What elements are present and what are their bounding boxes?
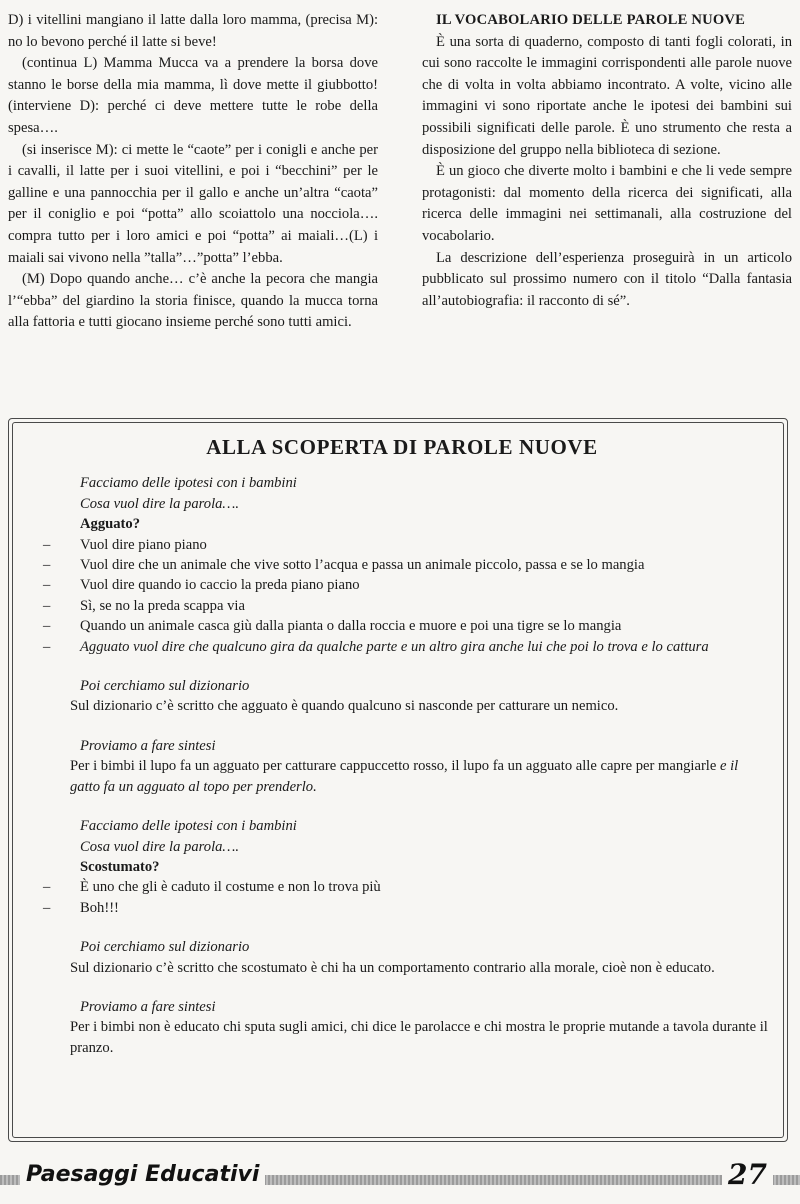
hypothesis-text: Agguato vuol dire che qualcuno gira da qualche parte e un altro gira anche lui che poi lo trova e lo cattura	[80, 638, 709, 655]
left-paragraph-1: D) i vitellini mangiano il latte dalla loro mamma, (precisa M): no lo bevono perché il latte si beve!	[8, 12, 378, 50]
synthesis-italic: e il gatto fa un agguato al topo per prenderlo.	[70, 758, 739, 795]
right-paragraph-1: È una sorta di quaderno, composto di tanti fogli colorati, in cui sono raccolte le immagini corrispondenti alle parole nuove che di volta in volta abbiamo incontrato. A volte, vicino alle immagini vi sono riportate anche le ipotesi dei bambini sui possibili significati delle parole. È uno strumento che resta a disposizione del gruppo nella biblioteca di sezione.	[422, 33, 792, 158]
word1-hypothesis	[35, 596, 769, 616]
synthesis-plain: Per i bimbi il lupo fa un agguato per catturare cappuccetto rosso, il lupo fa un agguato alle capre per mangiarle	[70, 758, 717, 775]
hypothesis-text: Quando un animale casca giù dalla pianta o dalla roccia e muore e poi una tigre se lo mangia	[80, 618, 622, 635]
dash-mark: –	[43, 597, 51, 614]
left-paragraph-3: (si inserisce M): ci mette le “caote” per i conigli e anche per i cavalli, il latte per i suoi vitellini, e poi i “becchini” per le galline e una pannocchia per il gallo e anche un’altra “caota” per il coniglio e poi “potta” allo scoiattolo una nocciola…. compra tutto per i loro amici e poi “potta” ai maiali…(L) i maiali sai vivono nella ”talla”…”potta” l’ebba.	[8, 141, 378, 266]
dash-mark: –	[43, 899, 51, 916]
word2-hypothesis	[35, 877, 769, 897]
hypothesis-text: È uno che gli è caduto il costume e non lo trova più	[80, 879, 381, 896]
word2-dictionary-text: Sul dizionario c’è scritto che scostumato è chi ha un comportamento contrario alla morale, cioè non è educato.	[70, 959, 715, 976]
left-paragraph-2: (continua L) Mamma Mucca va a prendere la borsa dove stanno le borse della mia mamma, lì dove mette il giubbotto! (interviene D): perché ci deve mettere tutte le robe della spesa….	[8, 55, 378, 136]
magazine-brand: Paesaggi Educativi	[20, 1162, 265, 1187]
word1-term: Agguato?	[80, 516, 140, 533]
hypothesis-text: Vuol dire piano piano	[80, 536, 207, 553]
word2-synthesis-heading: Proviamo a fare sintesi	[80, 998, 216, 1015]
hypothesis-text: Vuol dire quando io caccio la preda piano piano	[80, 577, 360, 594]
right-paragraph-2: È un gioco che diverte molto i bambini e che li vede sempre protagonisti: dal momento della ricerca dei significati, alla ricerca delle immagini nei settimanali, alla costruzione del vocabolario.	[422, 163, 792, 244]
word2-intro-hypotheses: Facciamo delle ipotesi con i bambini	[80, 818, 297, 835]
dash-mark: –	[43, 879, 51, 896]
word2-term: Scostumato?	[80, 858, 160, 875]
right-paragraph-3: La descrizione dell’esperienza proseguirà in un articolo pubblicato sul prossimo numero con il titolo “Dalla fantasia all’autobiografia: il racconto di sé”.	[422, 249, 792, 309]
word2-synthesis-text: Per i bimbi non è educato chi sputa sugli amici, chi dice le parolacce e chi mostra le proprie mutande a tavola durante il pranzo.	[70, 1019, 768, 1056]
page-number: 27	[722, 1158, 773, 1191]
new-words-box	[8, 418, 788, 1142]
word2-dictionary-heading: Poi cerchiamo sul dizionario	[80, 939, 250, 956]
dash-mark: –	[43, 577, 51, 594]
word1-dictionary-text: Sul dizionario c’è scritto che agguato è quando qualcuno si nasconde per catturare un nemico.	[70, 698, 619, 715]
word1-hypothesis	[35, 535, 769, 555]
word1-synthesis-text	[35, 756, 769, 797]
hypothesis-text: Vuol dire che un animale che vive sotto l’acqua e passa un animale piccolo, passa e se lo mangia	[80, 557, 645, 574]
dash-mark: –	[43, 618, 51, 635]
word1-intro-question: Cosa vuol dire la parola….	[80, 495, 240, 512]
hypothesis-text: Sì, se no la preda scappa via	[80, 597, 245, 614]
page-footer	[0, 1160, 800, 1200]
new-words-box-inner	[12, 422, 784, 1138]
dash-mark: –	[43, 536, 51, 553]
word1-intro-hypotheses: Facciamo delle ipotesi con i bambini	[80, 475, 297, 492]
word1-dictionary-heading: Poi cerchiamo sul dizionario	[80, 678, 250, 695]
right-column	[422, 10, 792, 312]
hypothesis-text: Boh!!!	[80, 899, 119, 916]
section-title: IL VOCABOLARIO DELLE PAROLE NUOVE	[436, 12, 746, 28]
word1-hypothesis	[35, 575, 769, 595]
word1-synthesis-heading: Proviamo a fare sintesi	[80, 737, 216, 754]
word2-intro-question: Cosa vuol dire la parola….	[80, 838, 240, 855]
left-column	[8, 10, 378, 334]
word1-hypothesis	[35, 616, 769, 636]
word1-hypothesis-italic	[35, 637, 769, 657]
box-title: ALLA SCOPERTA DI PAROLE NUOVE	[206, 435, 598, 459]
dash-mark: –	[43, 638, 51, 655]
dash-mark: –	[43, 557, 51, 574]
left-paragraph-4: (M) Dopo quando anche… c’è anche la pecora che mangia l’“ebba” del giardino la storia finisce, quando la mucca torna alla fattoria e tutti giocano insieme perché sono tutti amici.	[8, 271, 378, 331]
word1-hypothesis	[35, 555, 769, 575]
word2-hypothesis	[35, 898, 769, 918]
